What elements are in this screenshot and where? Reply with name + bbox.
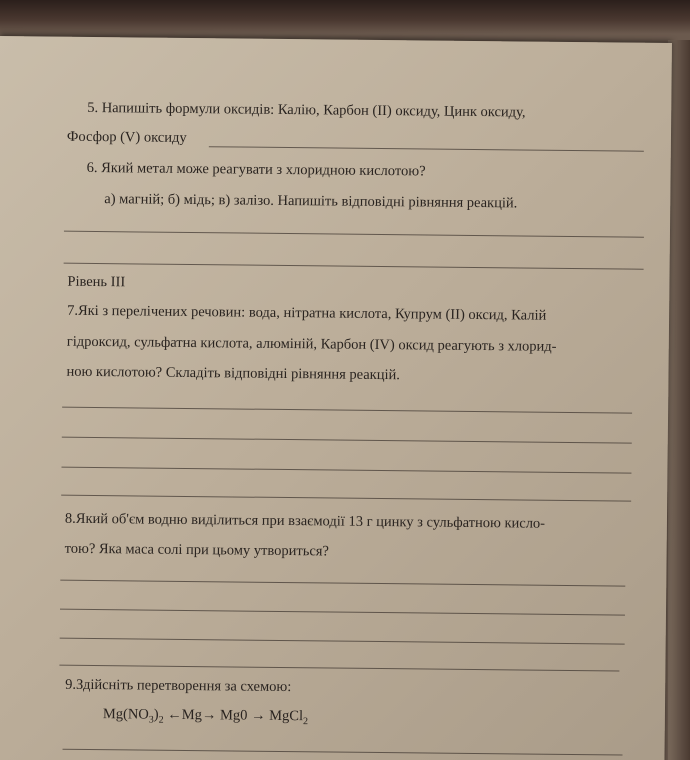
task6-line1: 6. Який метал може реагувати з хлоридною кислотою? (86, 159, 426, 180)
answer-line[interactable] (63, 749, 623, 756)
task7-line3: ною кислотою? Складіть відповідні рівняння реакцій. (66, 363, 401, 384)
task7-line2: гідроксид, сульфатна кислота, алюміній, Карбон (IV) оксид реагують з хлорид- (66, 333, 557, 355)
answer-line[interactable] (64, 231, 644, 238)
page-edge (668, 40, 690, 760)
task7-line1: 7.Які з перелічених речовин: вода, нітратна кислота, Купрум (ІІ) оксид, Калій (67, 302, 547, 324)
answer-line[interactable] (60, 580, 625, 587)
task6-line2: а) магній; б) мідь; в) залізо. Напишіть відповідні рівняння реакцій. (104, 191, 518, 212)
answer-line[interactable] (60, 638, 625, 645)
level-heading: Рівень ІІІ (67, 273, 126, 291)
answer-line[interactable] (60, 609, 625, 616)
worksheet-page (0, 36, 672, 760)
answer-line[interactable] (62, 407, 632, 414)
answer-line[interactable] (61, 467, 631, 474)
answer-line[interactable] (209, 146, 644, 152)
task9-scheme: $Mg(NO_3)_2$ ←Mg→ Mg0 → MgCl$_2$ (102, 706, 309, 728)
task8-line1: 8.Який об'єм водню виділиться при взаємодії 13 г цинку з сульфатною кисло- (64, 510, 546, 532)
task8-line2: тою? Яка маса солі при цьому утвориться? (64, 540, 330, 560)
answer-line[interactable] (59, 665, 619, 672)
answer-line[interactable] (64, 263, 644, 270)
answer-line[interactable] (61, 495, 631, 502)
task9-title: 9.Здійсніть перетворення за схемою: (65, 676, 292, 696)
task5-line2: Фосфор (V) оксиду (66, 128, 187, 146)
task5-line1: 5. Напишіть формули оксидів: Калію, Карбон (ІІ) оксиду, Цинк оксиду, (87, 99, 526, 121)
answer-line[interactable] (62, 437, 632, 444)
